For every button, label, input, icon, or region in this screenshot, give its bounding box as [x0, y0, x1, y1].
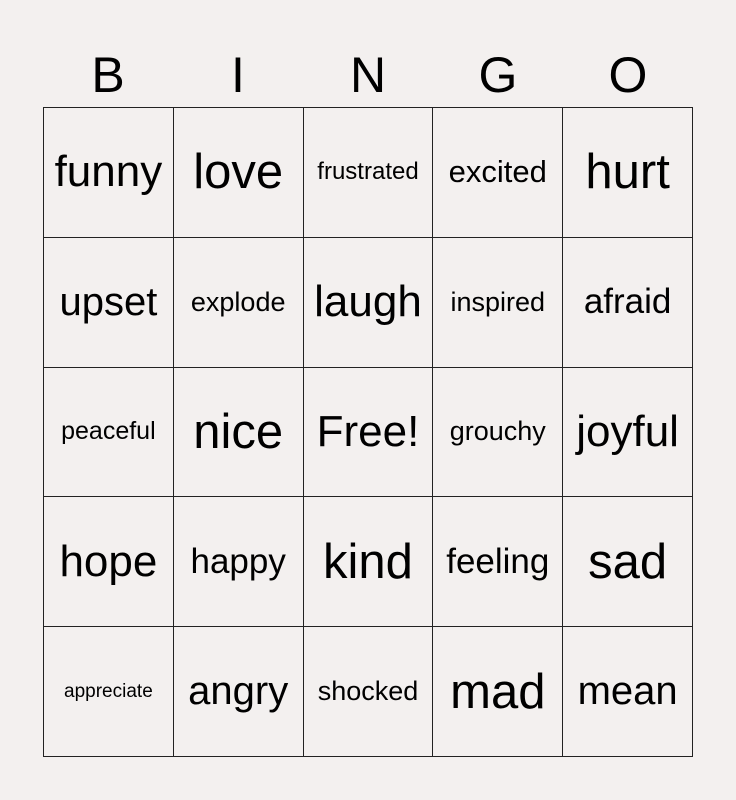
bingo-cell[interactable]: feeling [433, 497, 563, 627]
bingo-cell[interactable]: joyful [563, 368, 693, 498]
header-letter-b: B [91, 47, 125, 103]
bingo-cell[interactable]: sad [563, 497, 693, 627]
bingo-cell[interactable]: funny [44, 108, 174, 238]
bingo-cell[interactable]: frustrated [304, 108, 434, 238]
bingo-cell[interactable]: shocked [304, 627, 434, 757]
bingo-cell[interactable]: inspired [433, 238, 563, 368]
bingo-cell[interactable]: hope [44, 497, 174, 627]
bingo-cell[interactable]: angry [174, 627, 304, 757]
bingo-cell[interactable]: happy [174, 497, 304, 627]
bingo-cell[interactable]: afraid [563, 238, 693, 368]
bingo-header [43, 42, 693, 108]
bingo-cell[interactable]: peaceful [44, 368, 174, 498]
bingo-cell[interactable]: kind [304, 497, 434, 627]
bingo-cell[interactable]: appreciate [44, 627, 174, 757]
bingo-cell[interactable]: laugh [304, 238, 434, 368]
header-letter-i: I [231, 47, 245, 103]
bingo-board [43, 107, 693, 757]
bingo-cell[interactable]: nice [174, 368, 304, 498]
bingo-cell[interactable]: love [174, 108, 304, 238]
bingo-cell[interactable]: explode [174, 238, 304, 368]
header-letter-n: N [349, 47, 387, 103]
bingo-cell[interactable]: mad [433, 627, 563, 757]
bingo-cell[interactable]: mean [563, 627, 693, 757]
header-letter-o: O [608, 47, 648, 103]
bingo-cell-free[interactable]: Free! [304, 368, 434, 498]
bingo-cell[interactable]: upset [44, 238, 174, 368]
header-letter-g: G [478, 47, 518, 103]
bingo-cell[interactable]: excited [433, 108, 563, 238]
bingo-cell[interactable]: grouchy [433, 368, 563, 498]
bingo-cell[interactable]: hurt [563, 108, 693, 238]
